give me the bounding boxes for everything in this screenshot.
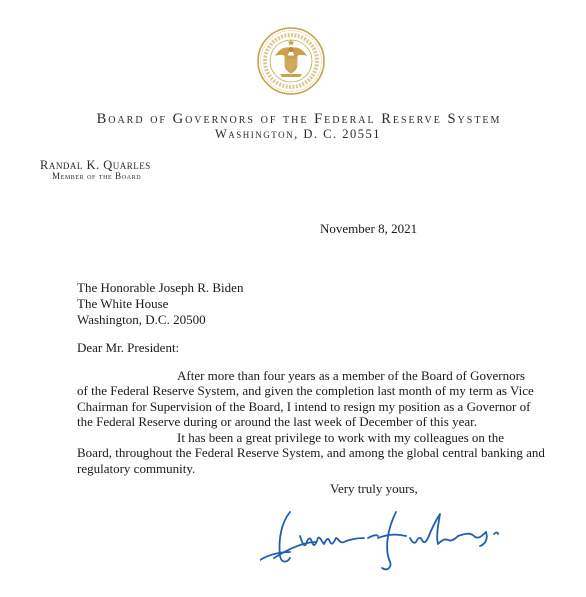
body-paragraph-1	[77, 368, 534, 429]
body-paragraph-2	[77, 430, 545, 476]
letter-date: November 8, 2021	[320, 221, 418, 236]
paragraph-1-line-1: After more than four years as a member of the Board of Governors	[177, 368, 525, 383]
paragraph-1-line-3: Chairman for Supervision of the Board, I intend to resign my position as a Governor of	[77, 398, 531, 414]
signature-icon	[260, 498, 530, 578]
salutation: Dear Mr. President:	[77, 340, 180, 355]
letterhead-address: Washington, D. C. 20551	[215, 127, 381, 141]
sender-title: Member of the Board	[52, 171, 142, 181]
paragraph-2-line-3: regulatory community.	[77, 460, 196, 476]
recipient-line-2: The White House	[77, 296, 169, 311]
paragraph-2-line-1: It has been a great privilege to work with my colleagues on the	[177, 430, 505, 445]
letterhead-organization: Board of Governors of the Federal Reserve System	[96, 111, 502, 127]
recipient-line-1: The Honorable Joseph R. Biden	[77, 280, 244, 295]
recipient-line-3: Washington, D.C. 20500	[77, 312, 206, 327]
paragraph-2-line-2: Board, throughout the Federal Reserve System, and among the global central banking and	[77, 445, 545, 461]
paragraph-1-line-2: of the Federal Reserve System, and given the completion last month of my term as Vice	[77, 383, 534, 399]
closing: Very truly yours,	[330, 481, 418, 496]
federal-reserve-seal-icon	[256, 26, 326, 96]
sender-name: Randal K. Quarles	[40, 158, 151, 172]
paragraph-1-line-4: the Federal Reserve during or around the last week of December of this year.	[77, 413, 477, 429]
